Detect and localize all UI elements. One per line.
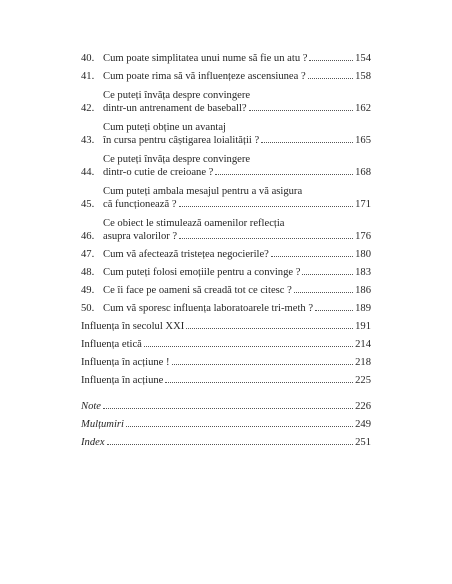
page-number: 218: [355, 357, 371, 368]
entry-title: Cum vă afectează tristețea negocierile?: [103, 249, 269, 260]
entry-body: [103, 89, 371, 115]
toc-entry: [81, 147, 371, 179]
entry-line: [103, 70, 371, 83]
page-number: 225: [355, 375, 371, 386]
entry-number: 40.: [81, 53, 95, 64]
entry-body: [103, 248, 371, 261]
dot-leader: [179, 206, 354, 207]
entry-number: 43.: [81, 135, 95, 146]
page-number: 171: [355, 199, 371, 210]
entry-body: [103, 284, 371, 297]
entry-title: că funcționează ?: [103, 199, 177, 210]
page-number: 162: [355, 103, 371, 114]
entry-title: Note: [81, 401, 102, 412]
page-number: 168: [355, 167, 371, 178]
entry-title: Influența în acțiune: [81, 375, 164, 386]
page-number: 214: [355, 339, 371, 350]
entry-body: [103, 266, 371, 279]
toc-entry: [81, 413, 371, 431]
page-number: 189: [355, 303, 371, 314]
entry-line: [103, 284, 371, 297]
entry-body: [103, 217, 371, 243]
entry-number: 50.: [81, 303, 95, 314]
entry-title: Influența etică: [81, 339, 142, 350]
dot-leader: [103, 408, 353, 409]
toc-entry: [81, 395, 371, 413]
page-number: 251: [355, 437, 371, 448]
dot-leader: [302, 274, 353, 275]
toc-entry: [81, 243, 371, 261]
entry-title: Cum poate simplitatea unui nume să fie un atu ?: [103, 53, 308, 64]
dot-leader: [144, 346, 353, 347]
dot-leader: [165, 382, 353, 383]
dot-leader: [186, 328, 353, 329]
entry-line: [103, 248, 371, 261]
entry-number: 48.: [81, 267, 95, 278]
entry-body: [103, 70, 371, 83]
toc-entry: [81, 351, 371, 369]
entry-title-line1: Cum puteți obține un avantaj: [103, 122, 226, 133]
entry-title: Influența în secolul XXI: [81, 321, 185, 332]
entry-body: [81, 374, 371, 387]
toc-entry: [81, 369, 371, 387]
entry-body: [103, 185, 371, 211]
entry-title: Index: [81, 437, 105, 448]
toc-entry: [81, 65, 371, 83]
toc-entry: [81, 47, 371, 65]
toc-entry: [81, 315, 371, 333]
entry-title-line1: Ce puteți învăța despre convingere: [103, 90, 251, 101]
entry-line: [81, 418, 371, 431]
entry-title-line1: Ce puteți învăța despre convingere: [103, 154, 251, 165]
toc-entry: [81, 179, 371, 211]
entry-title: asupra valorilor ?: [103, 231, 178, 242]
entry-line: [81, 374, 371, 387]
dot-leader: [107, 444, 354, 445]
entry-line: [103, 134, 371, 147]
dot-leader: [215, 174, 353, 175]
entry-line: [103, 52, 371, 65]
entry-line: [81, 400, 371, 413]
entry-line: [103, 230, 371, 243]
entry-line: [103, 102, 371, 115]
toc-entry: [81, 261, 371, 279]
dot-leader: [315, 310, 353, 311]
toc-entry: [81, 297, 371, 315]
entry-number: 41.: [81, 71, 95, 82]
entry-line: [103, 266, 371, 279]
toc-entry: [81, 279, 371, 297]
entry-line: [81, 338, 371, 351]
dot-leader: [126, 426, 353, 427]
toc-entry: [81, 115, 371, 147]
entry-body: [81, 400, 371, 413]
entry-body: [81, 320, 371, 333]
page-number: 183: [355, 267, 371, 278]
entry-number: 45.: [81, 199, 95, 210]
entry-body: [81, 418, 371, 431]
entry-title: Ce îi face pe oameni să creadă tot ce citesc ?: [103, 285, 292, 296]
dot-leader: [249, 110, 353, 111]
dot-leader: [308, 78, 353, 79]
entry-line: [103, 198, 371, 211]
entry-title-line1: Cum puteți ambala mesajul pentru a vă asigura: [103, 186, 303, 197]
dot-leader: [271, 256, 353, 257]
entry-number: 49.: [81, 285, 95, 296]
page-number: 186: [355, 285, 371, 296]
page-number: 191: [355, 321, 371, 332]
entry-body: [81, 436, 371, 449]
page-number: 249: [355, 419, 371, 430]
dot-leader: [309, 60, 353, 61]
entry-body: [103, 121, 371, 147]
entry-title: Cum puteți folosi emoțiile pentru a convinge ?: [103, 267, 301, 278]
dot-leader: [294, 292, 353, 293]
entry-title: Mulțumiri: [81, 419, 124, 430]
entry-title: Cum vă sporesc influența laboratoarele tri-meth ?: [103, 303, 314, 314]
entry-number: 44.: [81, 167, 95, 178]
entry-line: [103, 302, 371, 315]
entry-number: 42.: [81, 103, 95, 114]
dot-leader: [172, 364, 354, 365]
page-number: 165: [355, 135, 371, 146]
toc-entry: [81, 431, 371, 449]
entry-line: [81, 320, 371, 333]
entry-body: [103, 52, 371, 65]
entry-line: [81, 436, 371, 449]
page-number: 226: [355, 401, 371, 412]
entry-line: [81, 356, 371, 369]
entry-title: dintr-o cutie de creioane ?: [103, 167, 214, 178]
entry-line: [103, 166, 371, 179]
entry-number: 46.: [81, 231, 95, 242]
entry-body: [103, 302, 371, 315]
entry-number: 47.: [81, 249, 95, 260]
toc-entry: [81, 83, 371, 115]
entry-body: [103, 153, 371, 179]
entry-body: [81, 356, 371, 369]
entry-title: Influența în acțiune !: [81, 357, 170, 368]
page-number: 176: [355, 231, 371, 242]
entry-title: în cursa pentru câștigarea loialității ?: [103, 135, 260, 146]
toc-entry: [81, 333, 371, 351]
entry-body: [81, 338, 371, 351]
toc-entry: [81, 211, 371, 243]
page-number: 158: [355, 71, 371, 82]
table-of-contents: [81, 47, 371, 449]
dot-leader: [261, 142, 353, 143]
entry-title: Cum poate rima să vă influențeze ascensiunea ?: [103, 71, 306, 82]
page-number: 180: [355, 249, 371, 260]
entry-title: dintr-un antrenament de baseball?: [103, 103, 247, 114]
dot-leader: [179, 238, 353, 239]
page-number: 154: [355, 53, 371, 64]
entry-title-line1: Ce obiect le stimulează oamenilor reflecția: [103, 218, 285, 229]
